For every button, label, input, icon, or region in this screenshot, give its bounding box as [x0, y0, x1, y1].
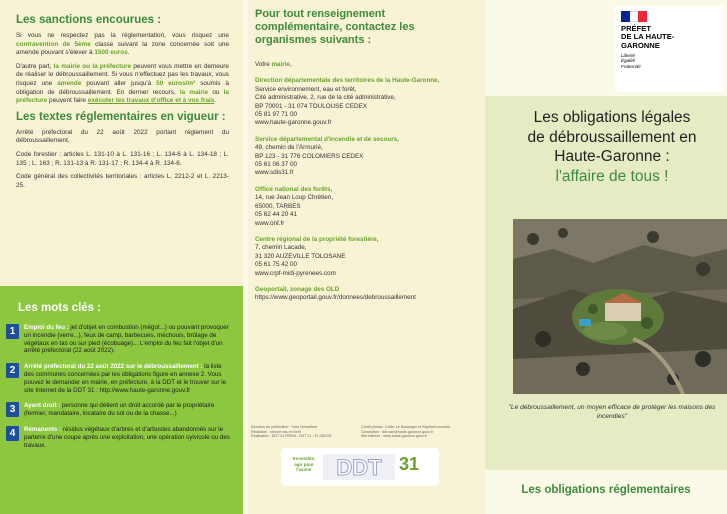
- ddt-letters-icon: [323, 454, 395, 480]
- svg-text:DDT: DDT: [336, 455, 382, 480]
- contact-ddt: Direction départementale des territoires de la Haute-Garonne, Service environnement, eau et forêt, Cité administrative, 2, rue de la cité administrative, BP 70001 - 31 074 TOULOUSE CEDEX 05 81 97 71 00 www.haute-garonne.gouv.fr: [255, 77, 440, 127]
- french-flag-icon: [621, 11, 647, 22]
- keyword-text: jet d'objet en combustion (mégot...) ou pouvant provoquer un incendie (verre...), feux de camp, barbecues, méchouis, brûlage de végétaux en tas ou sur pied (écobuage)... L'emploi du feu fait l'objet d'un arrêté préfectoral (22 août 2022).: [24, 324, 229, 355]
- main-title: Les obligations légales de débroussaillement en Haute-Garonne : l'affaire de tous !: [527, 109, 697, 185]
- keyword-item: [6, 426, 233, 449]
- keyword-text: résidus végétaux d'arbres et d'arbustes abandonnés sur le parterre d'une coupe après une exploitation, une opération sylvicole ou des travaux.: [24, 425, 230, 449]
- contact-geoportail: Geoportail, zonage des OLD https://www.geoportail.gouv.fr/donnees/debroussaillement: [255, 285, 416, 302]
- photo-caption: "Le débroussaillement, un moyen efficace de protéger les maisons des incendies": [508, 404, 716, 420]
- footer-band: [485, 470, 727, 514]
- ddt31-logo: [281, 448, 439, 486]
- burned-land-house-photo: [513, 219, 727, 394]
- website-link[interactable]: www.sdis31.fr: [255, 169, 294, 177]
- keyword-item: [6, 324, 233, 355]
- sanctions-title: Les sanctions encourues :: [16, 14, 162, 26]
- texte-item: Code général des collectivités territoriales : articles L. 2212-2 et L. 2213-25.: [16, 173, 229, 189]
- sanctions-paragraph-1: Si vous ne respectez pas la réglementation, vous risquez une contravention de 5ème classe suivant la zone concernée soit une amende pouvant s'élever à 1500 euros.: [16, 32, 230, 57]
- keyword-item: [6, 402, 233, 418]
- logo-slogan: Ensemble, agir pour l'avenir: [292, 456, 316, 472]
- keywords-box: [0, 286, 243, 514]
- fold-line: [243, 0, 248, 514]
- texte-item: Arrêté préfectoral du 22 août 2022 portant réglement du débroussaillement.: [16, 128, 229, 145]
- website-link[interactable]: www.onf.fr: [255, 219, 285, 227]
- aerial-photo-image: [513, 219, 727, 394]
- keyword-text: personne qui détient un droit accordé par le propriétaire (fermier, mandataire, locataire du sol ou de la chasse...): [24, 402, 215, 418]
- republic-motto: Liberté Égalité Fraternité: [621, 53, 641, 69]
- right-panel: [485, 0, 727, 514]
- keyword-item: [6, 363, 233, 394]
- left-panel: [0, 0, 243, 514]
- keyword-text: la liste des communes concernées par les obligations figure en annexe 2. Vous pouvez le demander en mairie, en préfecture, à la DDT et le trouver sur le site Internet de la DDT 31 : http://www.haute-garonne.gouv.fr: [24, 363, 227, 394]
- keyword-number: 3: [6, 402, 19, 417]
- keyword-term: Rémanents :: [24, 425, 62, 433]
- prefet-logo: [615, 6, 723, 92]
- prefet-name: PRÉFET DE LA HAUTE- GARONNE: [621, 24, 675, 50]
- contact-onf: Office national des forêts, 14, rue Jean Loup Chrétien, 65000, TARBES 05 62 44 20 41 www.onf.fr: [255, 185, 334, 227]
- contact-crpf: Centre régional de la propriété forestière, 7, chemin Lacade, 31 320 AUZEVILLE TOLOSANE 05 61 75 42 00 www.crpf-midi-pyrenees.com: [255, 235, 379, 277]
- keyword-term: Arrêté préfectoral du 22 août 2022 sur le débroussaillement :: [24, 363, 203, 371]
- logo-number: 31: [399, 454, 420, 474]
- texte-item: Code forestier : articles L. 131-10 à L. 131-16 ; L. 134-6 à L. 134-18 ; L. 135 ; L. 163 ; R. 131-13 à R. 131-17 ; R. 134-4 à R. 134-6.: [16, 150, 229, 167]
- keyword-term: Ayant droit :: [24, 402, 61, 410]
- website-link[interactable]: www.crpf-midi-pyrenees.com: [255, 269, 336, 277]
- keyword-number: 2: [6, 363, 19, 378]
- keyword-term: Emploi du feu :: [24, 324, 69, 331]
- keywords-title: Les mots clés :: [18, 302, 102, 314]
- middle-panel: Pour tout renseignement complémentaire, contactez les organismes suivants : Votre mairie, Direction départementale des territoires de la Haute-Garonne, Service environnement, eau et forêt, Cité administrative, 2, rue de la cité administrative, BP 70001 - 31 074 TOULOUSE CEDEX 05 81 97 71 00 www.haute-garonne.gouv.fr Service départemental d'incendie et de secours, 49, chemin de l'Armurié, BP 123 - 31 776 COLOMIERS CEDEX 05 61 06 37 00 www.sdis31.fr Office national des forêts, 14, rue Jean Loup Chrétien, 65000, TARBES 05 62 44 20 41 www.onf.fr Centre régional de la propriété forestière, 7, chemin Lacade, 31 320 AUZEVILLE TOLOSANE 05 61 75 42 00 www.crpf-midi-pyrenees.com Geoportail, zonage des OLD https://www.geoportail.gouv.fr/donnees/debroussaillement Direction de publication : Yves Schaeffner Rédaction : service eau et forêt Réalisation : DDT 31 PERIN ; DDT 31 ; 31 SDIS31 Crédit photos : Didier Le Boulanger et Raphaël Lecomte Conception : ddt-sae@haute-garonne.gouv.fr Site internet : www.haute-garonne.gouv.fr Ensemble, agir pour l'avenir DDT 31: [243, 0, 485, 514]
- footer-title: Les obligations réglementaires: [521, 484, 691, 496]
- textes-title: Les textes réglementaires en vigueur :: [16, 110, 226, 123]
- sanctions-paragraph-2: D'autre part, la mairie ou la préfecture peuvent vous mettre en demeure de réaliser le débroussaillement. Si vous n'effectuez pas les travaux, vous risquez une amende pouvant aller jusqu'à 50 euros/m² soumis à obligation de débroussaillement. En dernier recours, la mairie ou la préfecture peuvent faire exécuter les travaux d'office et à vos frais.: [16, 62, 229, 105]
- keyword-number: 4: [6, 426, 19, 441]
- website-link[interactable]: www.haute-garonne.gouv.fr: [255, 119, 332, 127]
- keyword-number: 1: [6, 324, 19, 339]
- votre-mairie: Votre mairie,: [255, 61, 292, 68]
- contact-title: Pour tout renseignement complémentaire, contactez les organismes suivants :: [255, 8, 415, 46]
- website-link[interactable]: https://www.geoportail.gouv.fr/donnees/debroussaillement: [255, 294, 416, 302]
- contact-sdis: Service départemental d'incendie et de secours, 49, chemin de l'Armurié, BP 123 - 31 776 COLOMIERS CEDEX 05 61 06 37 00 www.sdis31.fr: [255, 135, 399, 177]
